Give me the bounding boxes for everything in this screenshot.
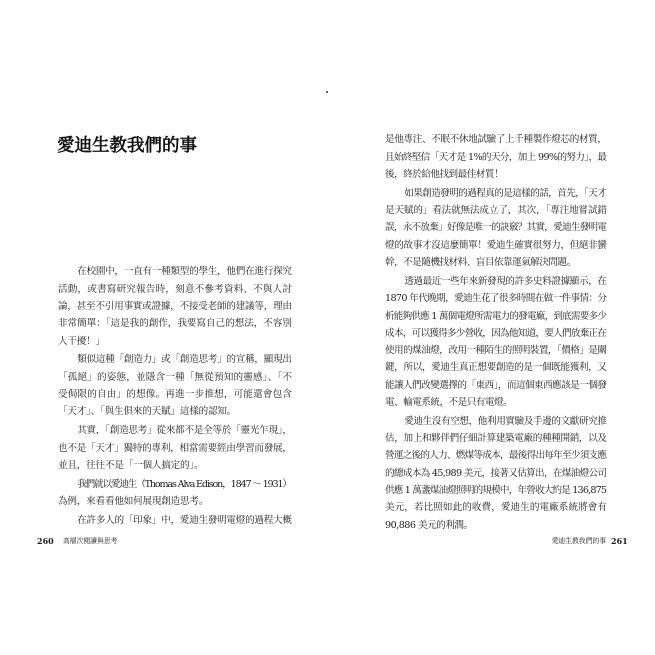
body-line: 供應 1 萬盞煤油燈照明的規模中，年營收大約是 136,875	[385, 485, 607, 497]
body-line: 燈的故事才沒這麼簡單！愛迪生確實很努力，但絕非蠻	[385, 239, 607, 251]
body-line: 美元，若比照如此的收費，愛迪生的電廠系統將會有	[385, 502, 608, 514]
body-line: 人干擾！」	[58, 335, 105, 347]
body-line: 活動，或書寫研究報告時，刻意不參考資料、不與人討	[58, 283, 293, 295]
page-number: 260	[37, 535, 54, 546]
paragraph	[385, 413, 607, 534]
body-line: 在校園中，一直有一種類型的學生，他們在進行探究	[77, 266, 292, 278]
paragraph	[385, 185, 607, 271]
body-line: 其實，「創造思考」從來都不是全等於「靈光乍現」，	[77, 425, 292, 437]
body-line: 透過最近一些年來新發現的許多史料證據顯示，在	[404, 275, 607, 287]
body-line: 1870 年代晚期，愛迪生花了很多時間在做一件事情：分	[385, 293, 607, 305]
body-line: 90,886 美元的利潤。	[385, 519, 473, 531]
chapter-title: 愛迪生教我們的事	[57, 136, 197, 156]
body-line: 論，甚至不引用事實或證據，不接受老師的建議等，理由	[58, 300, 292, 312]
body-line: 非常簡單：「這是我的創作，我要寫自己的想法，不容別	[58, 318, 292, 330]
body-line: 在許多人的「印象」中，愛迪生發明電燈的過程大概	[77, 514, 292, 526]
body-line: 析能夠供應 1 萬個電燈所需電力的發電廠，到底需要多少	[385, 310, 607, 322]
body-line: 能讓人們改變選擇的「東西」，而這個東西應該是一個發	[385, 379, 607, 391]
paragraph	[58, 263, 292, 349]
body-line: 受侷限的自由」的想像。再進一步推想，可能還會包含	[58, 389, 293, 401]
body-line: 幹，不是隨機找材料、盲目依靠運氣解決問題。	[385, 257, 576, 269]
body-line: 營運之後的人力、燃煤等成本，最後得出每年至少須支應	[385, 450, 607, 462]
body-line: 後，終於給他找到最佳材質！	[385, 168, 504, 180]
body-line: 類似這種「創造力」或「創造思考」的宣稱，顯現出	[77, 354, 292, 366]
body-line: 鍵，所以，愛迪生真正想要創造的是一個既能獲利，又	[385, 362, 607, 374]
running-head: 高層次閱讀與思考	[63, 537, 118, 545]
body-line: 如果創造發明的過程真的是這樣的話，首先，「天才	[404, 187, 607, 199]
running-head: 愛迪生教我們的事	[551, 537, 606, 545]
body-line: 且始終堅信「天才是 1%的天分，加上 99%的努力」，最	[385, 151, 607, 163]
body-line: 估，加上和夥伴們仔細計算建築電廠的種種開銷，以及	[385, 433, 607, 445]
right-body-text	[385, 131, 607, 535]
paragraph	[58, 351, 292, 420]
right-page	[327, 0, 655, 655]
body-line: 成本，可以獲得多少營收，因為他知道，要人們放棄正在	[385, 327, 607, 339]
paragraph	[58, 476, 292, 511]
body-line: 誤，永不放棄」好像是唯一的訣竅？其實，愛迪生發明電	[385, 222, 607, 234]
paragraph	[58, 422, 292, 474]
paragraph	[385, 131, 607, 183]
body-line: 使用的煤油燈，改用一種陌生的照明裝置，「價格」是關	[385, 345, 607, 357]
body-line: 是天賦的」看法就無法成立了，其次，「專注地嘗試錯	[385, 205, 607, 217]
body-line: 的總成本為 45,989 美元，接著又估算出，在煤油燈公司	[385, 467, 607, 479]
left-page	[0, 0, 327, 655]
body-line: 「孤絕」的姿態，並隱含一種「無從預知的靈感」、「不	[58, 371, 293, 383]
body-line: 愛迪生沒有空想，他利用實驗及手邊的文獻研究推	[404, 415, 607, 427]
body-line: 也不是「天才」獨特的專利，相當需要經由學習而發展，	[58, 442, 292, 454]
paragraph	[385, 273, 607, 411]
body-line: 是他專注、不眠不休地試驗了上千種製作燈芯的材質，	[385, 134, 607, 146]
left-body-text	[58, 263, 292, 530]
body-line: 我們就以愛迪生（Thomas Alva Edison，1847 ～ 1931）	[77, 478, 291, 490]
body-line: 電、輸電系統，不是只有電燈。	[385, 396, 513, 408]
page-number: 261	[611, 535, 628, 546]
paragraph	[58, 512, 292, 529]
body-line: 並且，往往不是「一個人搞定的」。	[58, 459, 204, 471]
body-line: 為例，來看看他如何展現創造思考。	[58, 495, 209, 507]
body-line: 「天才」、「與生俱來的天賦」這樣的認知。	[58, 406, 237, 418]
